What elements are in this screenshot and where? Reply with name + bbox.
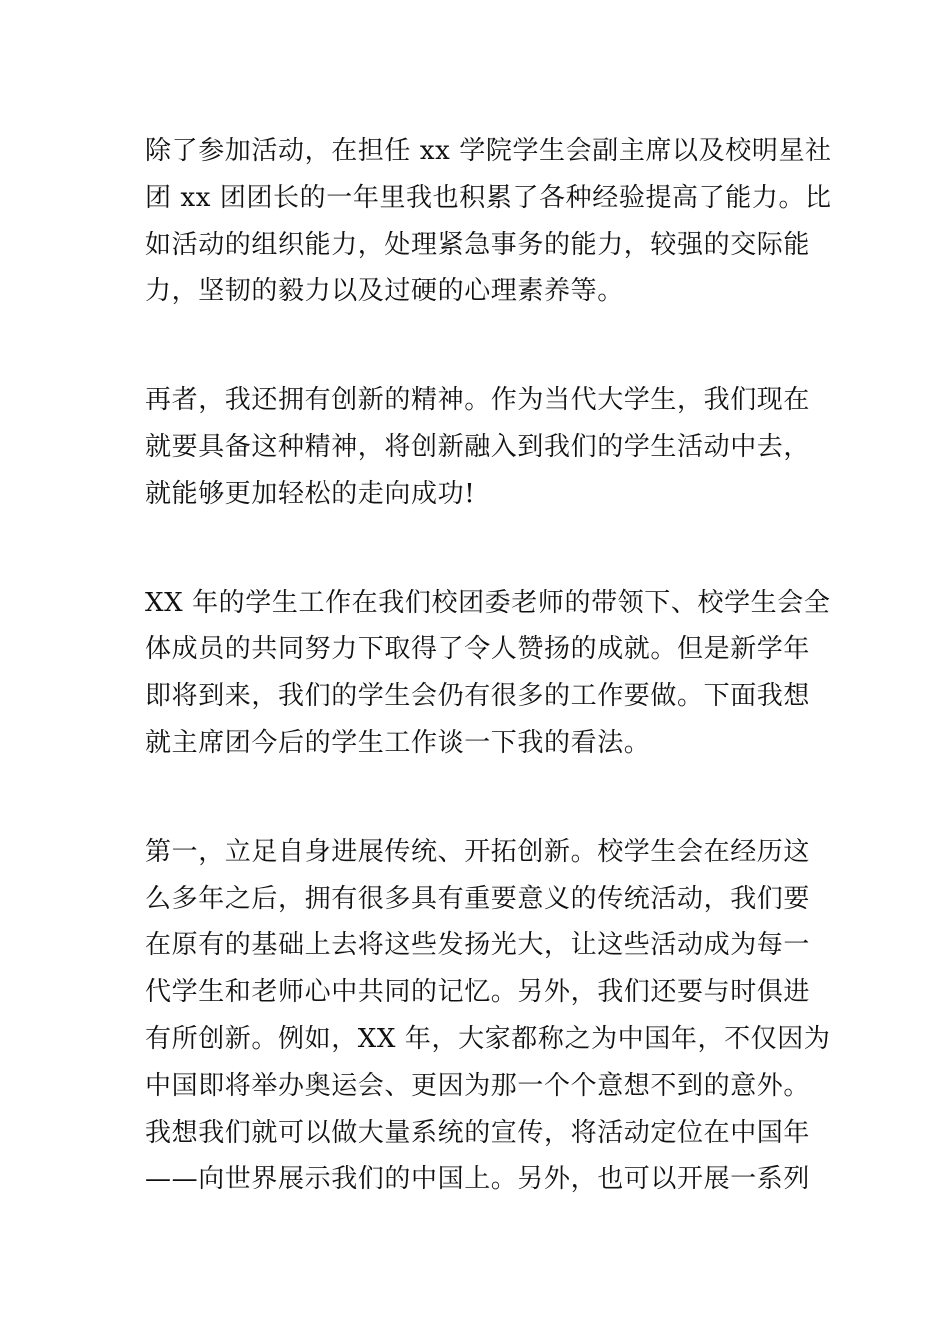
text-line: XX 年的学生工作在我们校团委老师的带领下、校学生会全 xyxy=(145,587,831,618)
text-line: 在原有的基础上去将这些发扬光大，让这些活动成为每一 xyxy=(145,930,811,961)
text-line: 除了参加活动，在担任 xx 学院学生会副主席以及校明星社 xyxy=(145,136,832,166)
paragraph-spacing xyxy=(145,767,815,829)
text-line: 再者，我还拥有创新的精神。作为当代大学生，我们现在 xyxy=(145,385,811,416)
paragraph-first-point xyxy=(145,829,831,1203)
text-line: 即将到来，我们的学生会仍有很多的工作要做。下面我想 xyxy=(145,681,811,712)
paragraph-innovation xyxy=(145,377,815,517)
document-body xyxy=(145,128,832,1203)
text-line: 如活动的组织能力，处理紧急事务的能力，较强的交际能 xyxy=(145,229,811,260)
text-line: 么多年之后，拥有很多具有重要意义的传统活动，我们要 xyxy=(145,883,811,914)
text-line: 中国即将举办奥运会、更因为那一个个意想不到的意外。 xyxy=(145,1070,811,1101)
text-line: 有所创新。例如，XX 年，大家都称之为中国年，不仅因为 xyxy=(145,1023,831,1054)
text-line: 就主席团今后的学生工作谈一下我的看法。 xyxy=(145,727,651,758)
text-line: 力，坚韧的毅力以及过硬的心理素养等。 xyxy=(145,276,624,307)
text-line: 代学生和老师心中共同的记忆。另外，我们还要与时俱进 xyxy=(145,977,811,1008)
text-line: ——向世界展示我们的中国上。另外，也可以开展一系列 xyxy=(145,1164,811,1195)
text-line: 团 xx 团团长的一年里我也积累了各种经验提高了能力。比 xyxy=(145,182,832,213)
text-line: 第一，立足自身进展传统、开拓创新。校学生会在经历这 xyxy=(145,836,811,867)
paragraph-experience xyxy=(145,128,832,315)
paragraph-spacing xyxy=(145,315,815,377)
text-line: 就要具备这种精神，将创新融入到我们的学生活动中去， xyxy=(145,431,811,462)
text-line: 体成员的共同努力下取得了令人赞扬的成就。但是新学年 xyxy=(145,634,811,665)
text-line: 就能够更加轻松的走向成功! xyxy=(145,478,476,509)
text-line: 我想我们就可以做大量系统的宣传，将活动定位在中国年 xyxy=(145,1117,811,1148)
paragraph-student-work xyxy=(145,580,831,767)
paragraph-spacing xyxy=(145,518,815,580)
